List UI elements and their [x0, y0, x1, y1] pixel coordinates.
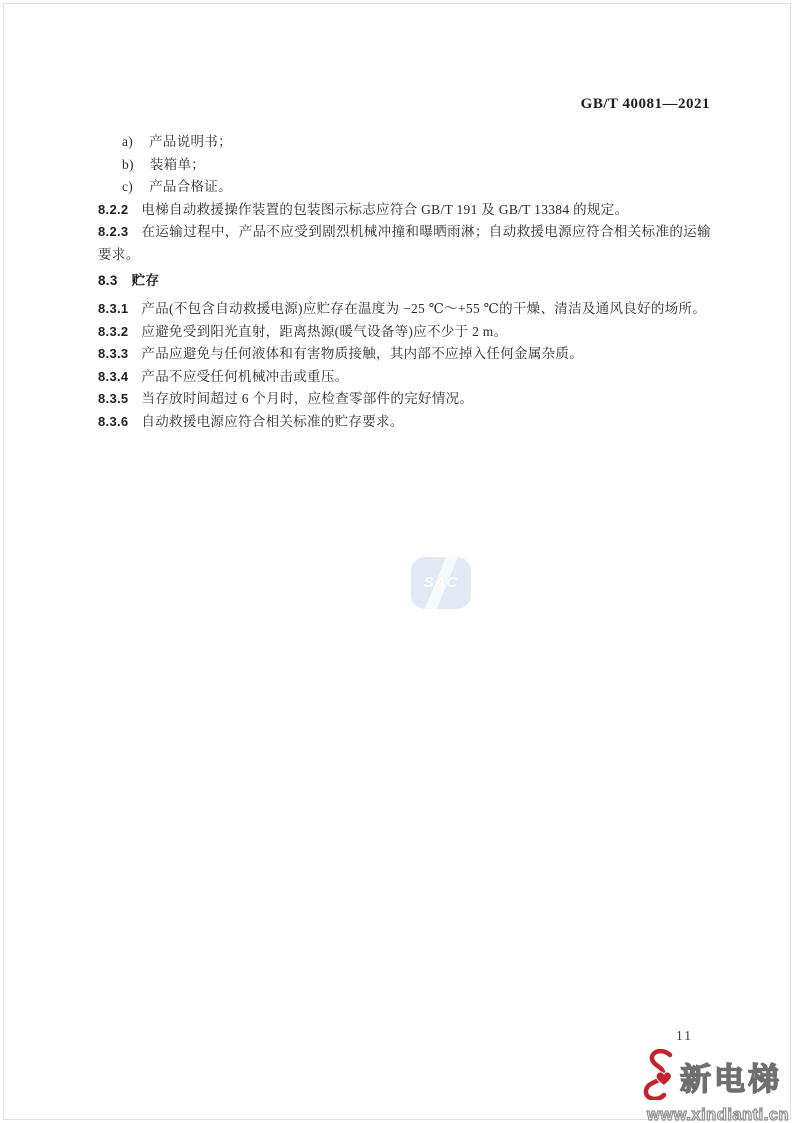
list-item-label: a) [122, 134, 134, 149]
clause-text: 在运输过程中，产品不应受到剧烈机械冲撞和曝晒雨淋；自动救援电源应符合相关标准的运输要求。 [98, 224, 711, 262]
xindianti-logo-icon [640, 1048, 680, 1105]
clause-text: 电梯自动救援操作装置的包装图示标志应符合 GB/T 191 及 GB/T 13384 的规定。 [141, 202, 629, 217]
list-item-text: 装箱单； [149, 156, 206, 172]
clause-8-3-2 [98, 321, 711, 344]
clause-number: 8.3.2 [98, 323, 129, 339]
list-item-text: 产品说明书； [149, 134, 232, 149]
clause-text: 应避免受到阳光直射，距离热源(暖气设备等)应不少于 2 m。 [141, 323, 508, 339]
section-title: 贮存 [131, 273, 160, 288]
standard-code-header: GB/T 40081—2021 [580, 96, 710, 112]
clause-text: 产品(不包含自动救援电源)应贮存在温度为 −25 ℃～+55 ℃的干燥、清洁及通风良好的场所。 [141, 301, 707, 316]
clause-8-3-4 [98, 366, 711, 389]
clause-8-3-5 [98, 388, 711, 411]
storage-clauses [98, 298, 711, 434]
list-item-label: b) [122, 156, 134, 172]
clause-text: 当存放时间超过 6 个月时，应检查零部件的完好情况。 [141, 391, 474, 407]
section-heading-8-3 [98, 270, 711, 293]
page-number: 11 [676, 1028, 693, 1043]
clause-text: 产品不应受任何机械冲击或重压。 [141, 368, 349, 384]
xindianti-logo-row [638, 1048, 794, 1105]
clause-text: 自动救援电源应符合相关标准的贮存要求。 [141, 413, 404, 429]
clause-8-3-6 [98, 411, 711, 434]
clause-8-2-2 [98, 199, 711, 222]
clause-number: 8.3.1 [98, 301, 129, 316]
clause-8-2-3 [98, 221, 711, 266]
sac-watermark-icon [411, 557, 471, 609]
clause-number: 8.2.3 [98, 224, 129, 239]
clause-number: 8.2.2 [98, 202, 129, 217]
clause-number: 8.3.5 [98, 391, 129, 407]
clause-8-3-1 [98, 298, 711, 321]
list-item-b [98, 154, 711, 177]
clause-text: 产品应避免与任何液体和有害物质接触，其内部不应掉入任何金属杂质。 [141, 346, 584, 362]
xindianti-brand-text: 新电梯 [680, 1062, 782, 1097]
clause-8-3-3 [98, 343, 711, 366]
list-item-label: c) [122, 179, 134, 195]
section-number: 8.3 [98, 273, 118, 288]
clause-number: 8.3.3 [98, 346, 129, 362]
clause-number: 8.3.6 [98, 413, 129, 429]
xindianti-website-text: www.xindianti.cn [646, 1106, 790, 1123]
deliverables-list [98, 131, 711, 199]
sac-watermark-text: SAC [423, 574, 459, 591]
list-item-a [98, 131, 711, 154]
clause-number: 8.3.4 [98, 368, 129, 384]
xindianti-logo [638, 1048, 794, 1123]
list-item-text: 产品合格证。 [149, 179, 232, 195]
list-item-c [98, 176, 711, 199]
